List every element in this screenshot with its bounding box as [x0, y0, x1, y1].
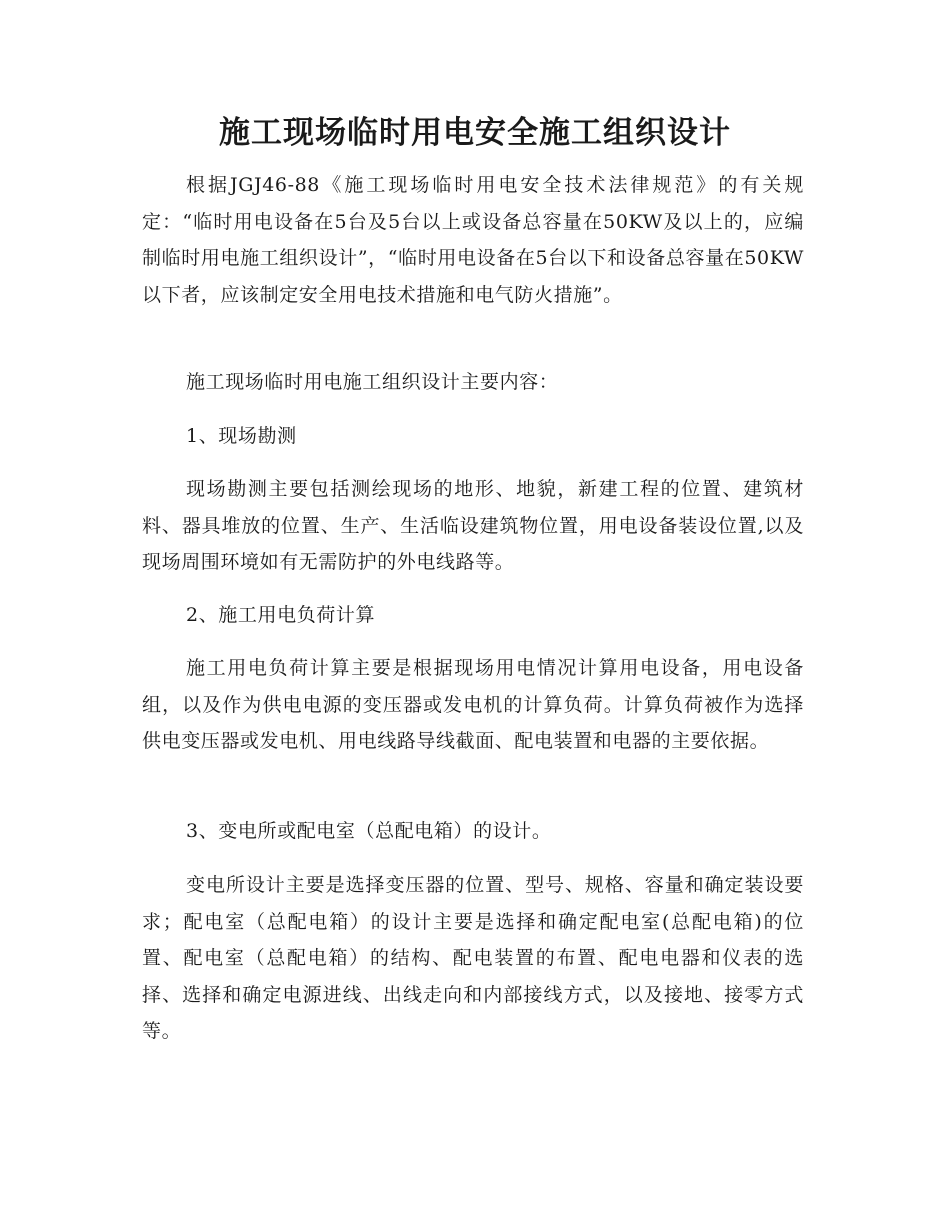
paragraph-site-survey: 现场勘测主要包括测绘现场的地形、地貌，新建工程的位置、建筑材料、器具堆放的位置、生产、生活临设建筑物位置，用电设备装设位置,以及现场周围环境如有无需防护的外电线路等。 [142, 478, 804, 573]
paragraph-substation-design: 变电所设计主要是选择变压器的位置、型号、规格、容量和确定装设要求；配电室（总配电箱）的设计主要是选择和确定配电室(总配电箱)的位置、配电室（总配电箱）的结构、配电装置的布置、配电电器和仪表的选择、选择和确定电源进线、出线走向和内部接线方式，以及接地、接零方式等。 [142, 874, 804, 1042]
section-heading-site-survey: 1、现场勘测 [186, 425, 297, 447]
paragraph-main-content-intro: 施工现场临时用电施工组织设计主要内容： [186, 371, 559, 393]
document-title: 施工现场临时用电安全施工组织设计 [219, 115, 731, 151]
paragraph-regulation-quote: 根据JGJ46-88《施工现场临时用电安全技术法律规范》的有关规定：“临时用电设备在5台及5台以上或设备总容量在50KW及以上的，应编制临时用电施工组织设计”，“临时用电设备在5台以下和设备总容量在50KW以下者，应该制定安全用电技术措施和电气防火措施”。 [142, 174, 804, 306]
section-heading-load-calculation: 2、施工用电负荷计算 [186, 604, 376, 626]
paragraph-load-calculation: 施工用电负荷计算主要是根据现场用电情况计算用电设备，用电设备组，以及作为供电电源的变压器或发电机的计算负荷。计算负荷被作为选择供电变压器或发电机、用电线路导线截面、配电装置和电器的主要依据。 [142, 657, 804, 752]
section-heading-substation-design: 3、变电所或配电室（总配电箱）的设计。 [186, 820, 552, 842]
